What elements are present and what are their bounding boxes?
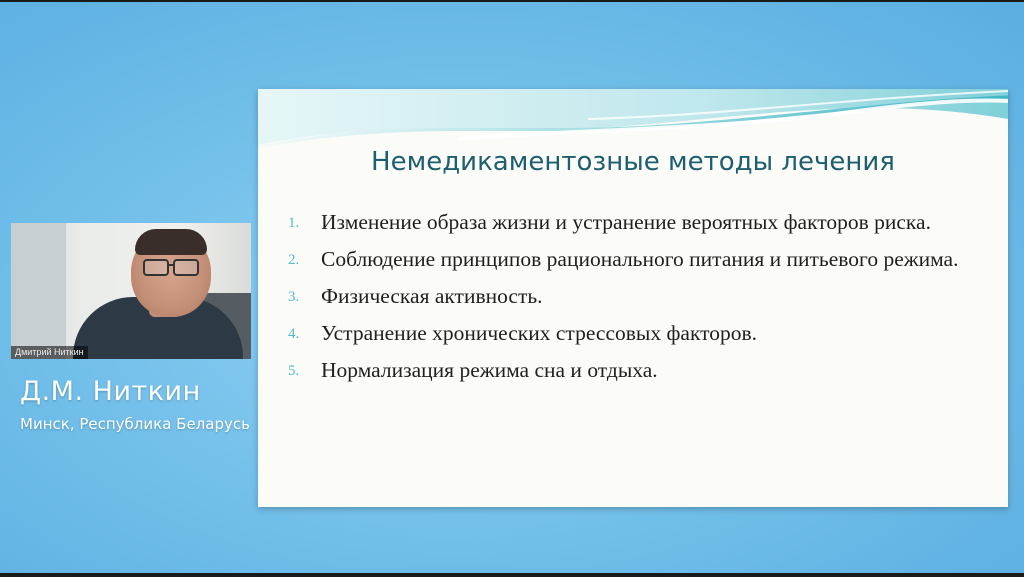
speaker-video-tile[interactable]	[11, 223, 251, 359]
list-item	[288, 355, 978, 386]
speaker-hair	[135, 229, 207, 255]
video-background-wall	[11, 223, 66, 359]
slide-bullet-list	[288, 207, 978, 392]
speaker-location: Минск, Республика Беларусь	[20, 415, 250, 433]
list-item	[288, 207, 978, 238]
glasses-right-lens	[173, 259, 199, 276]
video-participant-name: Дмитрий Ниткин	[11, 346, 88, 359]
list-item-number: 4.	[288, 326, 300, 342]
speaker-name: Д.М. Ниткин	[20, 376, 201, 407]
presentation-slide	[258, 89, 1008, 507]
list-item-text: Соблюдение принципов рационального питания и питьевого режима.	[321, 247, 959, 271]
slide-title: Немедикаментозные методы лечения	[371, 147, 895, 177]
list-item-number: 1.	[288, 215, 300, 231]
list-item-text: Устранение хронических стрессовых факторов.	[321, 321, 757, 345]
list-item-text: Нормализация режима сна и отдыха.	[321, 358, 658, 382]
list-item	[288, 318, 978, 349]
list-item-number: 2.	[288, 252, 300, 268]
list-item-text: Изменение образа жизни и устранение вероятных факторов риска.	[321, 210, 931, 234]
list-item-number: 3.	[288, 289, 300, 305]
list-item	[288, 244, 978, 275]
glasses-left-lens	[143, 259, 169, 276]
list-item-number: 5.	[288, 363, 300, 379]
slide-header-waves	[258, 89, 1008, 149]
list-item-text: Физическая активность.	[321, 284, 543, 308]
list-item	[288, 281, 978, 312]
